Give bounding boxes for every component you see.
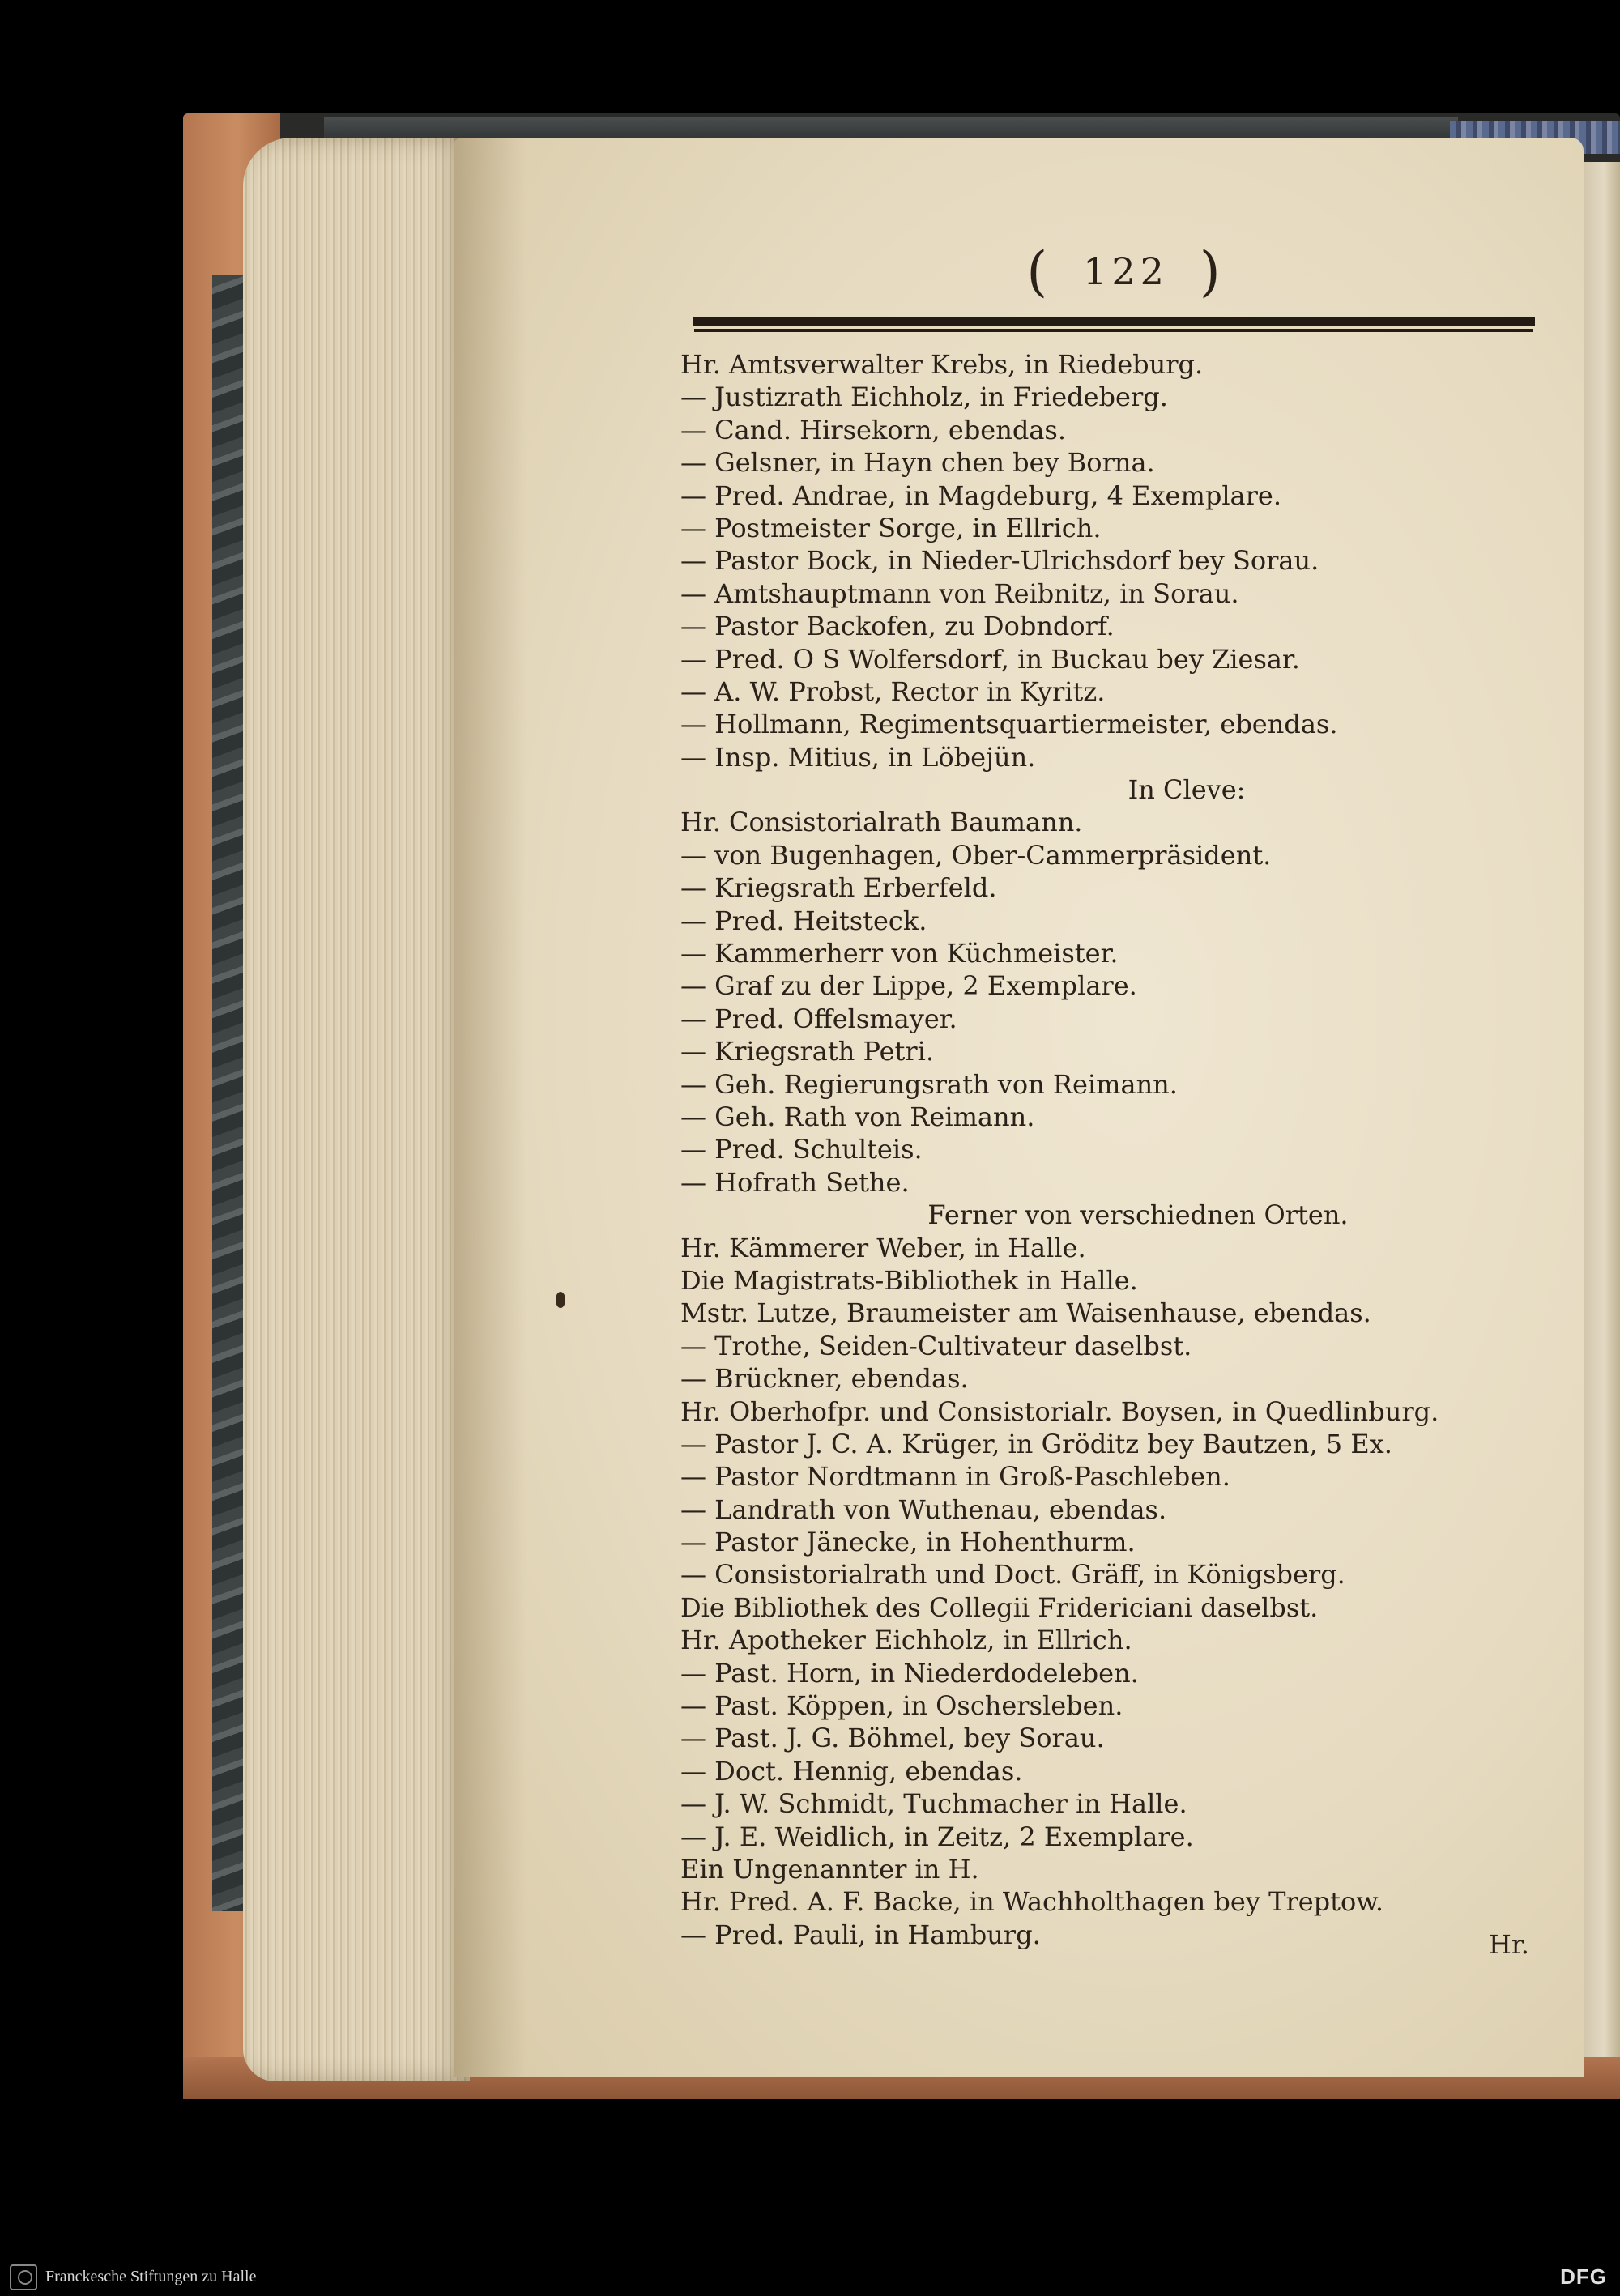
facing-page-edge [1580,162,1620,2073]
text-line: — A. W. Probst, Rector in Kyritz. [680,675,1106,707]
text-line: — Pastor Bock, in Nieder-Ulrichsdorf bey Sorau. [680,545,1319,577]
text-line: — Geh. Regierungsrath von Reimann. [680,1068,1178,1100]
text-line: — Pastor Nordtmann in Groß-Paschleben. [680,1461,1230,1493]
text-line: Die Magistrats-Bibliothek in Halle. [680,1264,1138,1296]
text-line: Hr. Kämmerer Weber, in Halle. [680,1232,1086,1263]
subscriber-list [680,348,1563,1951]
paren-open: ( [1026,240,1053,303]
text-line: — Pred. Offelsmayer. [680,1003,957,1034]
header-rule [693,317,1535,329]
text-line: — J. E. Weidlich, in Zeitz, 2 Exemplare. [680,1821,1194,1852]
section-heading-cleve: In Cleve: [1128,774,1246,806]
text-line: — Pred. O S Wolfersdorf, in Buckau bey Ziesar. [680,643,1300,675]
text-line: — Pastor J. C. A. Krüger, in Gröditz bey Bautzen, 5 Ex. [680,1428,1392,1459]
text-line: Hr. Apotheker Eichholz, in Ellrich. [680,1625,1132,1656]
text-line: Hr. Pred. A. F. Backe, in Wachholthagen bey Treptow. [680,1886,1384,1918]
section-heading-other-places: Ferner von verschiednen Orten. [927,1199,1349,1231]
text-line: — Hofrath Sethe. [680,1166,910,1198]
text-line: — Past. J. G. Böhmel, bey Sorau. [680,1723,1105,1754]
text-line: Hr. Oberhofpr. und Consistorialr. Boysen, in Quedlinburg. [680,1395,1439,1427]
footer-credit: Franckesche Stiftungen zu Halle [45,2268,257,2285]
dfg-logo: DFG [1560,2264,1607,2289]
text-line: — Postmeister Sorge, in Ellrich. [680,512,1102,543]
text-line: — Landrath von Wuthenau, ebendas. [680,1493,1167,1525]
text-line: — Past. Köppen, in Oschersleben. [680,1690,1123,1722]
text-line: Die Bibliothek des Collegii Fridericiani daselbst. [680,1591,1319,1623]
institution-logo-icon [10,2264,37,2290]
text-line: — Doct. Hennig, ebendas. [680,1755,1023,1787]
page-block-edges [243,138,470,2081]
text-line: — Gelsner, in Hayn chen bey Borna. [680,447,1155,479]
text-line: — Amtshauptmann von Reibnitz, in Sorau. [680,577,1239,609]
text-line: — Pred. Andrae, in Magdeburg, 4 Exemplare. [680,479,1282,511]
text-line: — Brückner, ebendas. [680,1363,969,1395]
text-line: — Trothe, Seiden-Cultivateur daselbst. [680,1330,1192,1361]
page-number [1008,239,1243,304]
text-line: — Kriegsrath Erberfeld. [680,872,997,904]
text-line: — Geh. Rath von Reimann. [680,1101,1035,1132]
text-line: — Justizrath Eichholz, in Friedeberg. [680,381,1168,413]
text-line: — Hollmann, Regimentsquartiermeister, ebendas. [680,709,1338,740]
page-number-value: 122 [1083,249,1169,293]
text-line: — Insp. Mitius, in Löbejün. [680,741,1036,773]
text-line: — Kriegsrath Petri. [680,1036,935,1067]
text-line: — Graf zu der Lippe, 2 Exemplare. [680,970,1137,1002]
text-line: — Consistorialrath und Doct. Gräff, in Königsberg. [680,1559,1345,1591]
text-line: — Kammerherr von Küchmeister. [680,938,1119,969]
catchword: Hr. [1489,1929,1529,1960]
text-line: Ein Ungenannter in H. [680,1853,979,1885]
text-line: — J. W. Schmidt, Tuchmacher in Halle. [680,1788,1187,1820]
text-line: — Pred. Schulteis. [680,1134,923,1165]
text-line: Hr. Amtsverwalter Krebs, in Riedeburg. [680,349,1204,380]
text-line: — Pastor Jänecke, in Hohenthurm. [680,1527,1136,1558]
text-line: — Pred. Pauli, in Hamburg. [680,1919,1041,1950]
text-line: — Past. Horn, in Niederdodeleben. [680,1657,1139,1689]
ink-spot [556,1292,565,1308]
text-line: Hr. Consistorialrath Baumann. [680,807,1083,838]
text-line: — von Bugenhagen, Ober-Cammerpräsident. [680,839,1272,871]
page-gutter-shadow [454,138,526,2077]
text-line: — Cand. Hirsekorn, ebendas. [680,414,1066,445]
text-line: — Pastor Backofen, zu Dobndorf. [680,611,1115,642]
text-line: — Pred. Heitsteck. [680,905,927,936]
text-line: Mstr. Lutze, Braumeister am Waisenhause, ebendas. [680,1297,1371,1329]
paren-close: ) [1199,240,1226,303]
